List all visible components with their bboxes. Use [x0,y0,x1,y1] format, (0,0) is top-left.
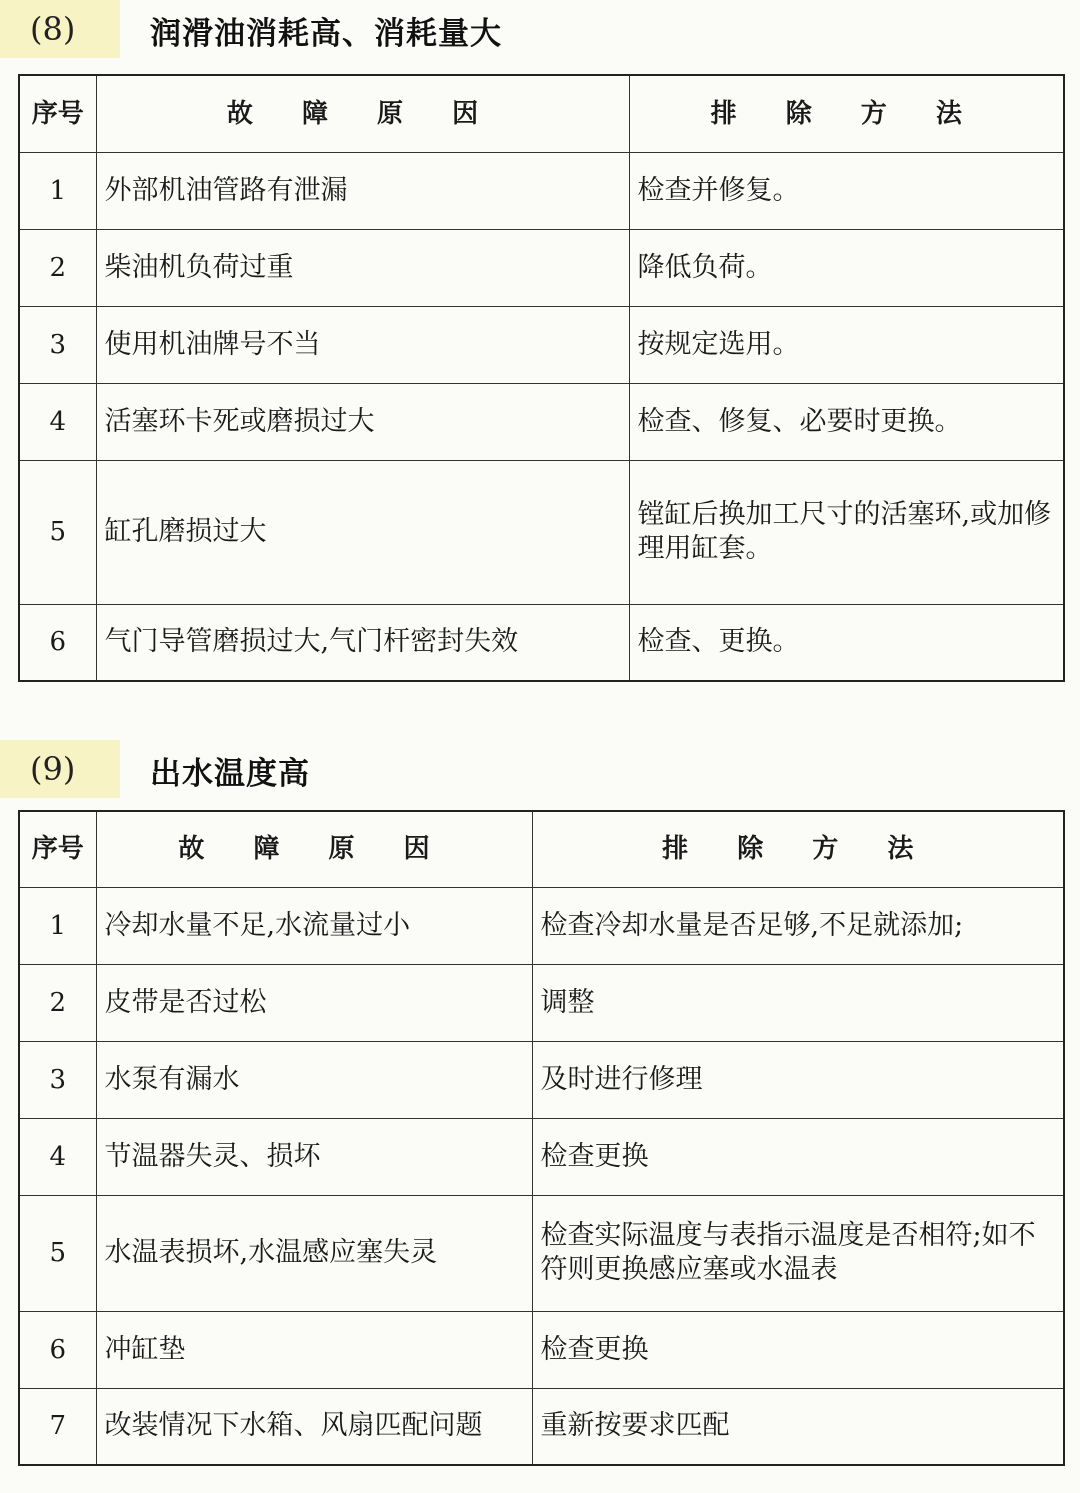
row-remedy: 检查冷却水量是否足够,不足就添加; [532,887,1064,964]
fault-table [18,74,1065,682]
row-index: 7 [19,1388,96,1465]
row-index: 6 [19,604,96,681]
section-heading [0,740,1080,802]
table-row [19,1195,1064,1311]
row-remedy: 降低负荷。 [629,229,1064,306]
row-remedy: 检查更换 [532,1311,1064,1388]
table-row [19,887,1064,964]
header-cause: 故 障 原 因 [96,811,532,887]
section-title: 润滑油消耗高、消耗量大 [150,16,502,52]
row-cause: 气门导管磨损过大,气门杆密封失效 [96,604,629,681]
row-remedy: 镗缸后换加工尺寸的活塞环,或加修理用缸套。 [629,460,1064,604]
table-row [19,964,1064,1041]
row-remedy: 按规定选用。 [629,306,1064,383]
fault-table [18,810,1065,1466]
table-row [19,229,1064,306]
table-row [19,306,1064,383]
row-index: 5 [19,1195,96,1311]
row-index: 6 [19,1311,96,1388]
row-cause: 改装情况下水箱、风扇匹配问题 [96,1388,532,1465]
row-index: 5 [19,460,96,604]
section-heading [0,0,1080,62]
header-cause: 故 障 原 因 [96,75,629,152]
table-row [19,1041,1064,1118]
row-index: 1 [19,152,96,229]
row-remedy: 检查、修复、必要时更换。 [629,383,1064,460]
row-index: 4 [19,383,96,460]
row-cause: 水泵有漏水 [96,1041,532,1118]
row-remedy: 检查更换 [532,1118,1064,1195]
section-outlet-water-temperature [0,740,1080,1442]
row-remedy: 调整 [532,964,1064,1041]
section-number: (8) [0,0,120,58]
row-cause: 冲缸垫 [96,1311,532,1388]
row-cause: 活塞环卡死或磨损过大 [96,383,629,460]
row-cause: 外部机油管路有泄漏 [96,152,629,229]
section-title: 出水温度高 [150,756,310,792]
row-index: 1 [19,887,96,964]
table-row [19,152,1064,229]
section-number: (9) [0,740,120,798]
row-cause: 柴油机负荷过重 [96,229,629,306]
row-index: 3 [19,1041,96,1118]
table-row [19,604,1064,681]
row-remedy: 及时进行修理 [532,1041,1064,1118]
table-header-row [19,811,1064,887]
row-cause: 节温器失灵、损坏 [96,1118,532,1195]
header-index: 序号 [19,75,96,152]
row-cause: 冷却水量不足,水流量过小 [96,887,532,964]
header-remedy: 排 除 方 法 [532,811,1064,887]
row-cause: 水温表损坏,水温感应塞失灵 [96,1195,532,1311]
section-lubricant-consumption [0,0,1080,658]
table-row [19,383,1064,460]
row-index: 4 [19,1118,96,1195]
row-index: 3 [19,306,96,383]
row-index: 2 [19,964,96,1041]
table-row [19,460,1064,604]
row-remedy: 检查实际温度与表指示温度是否相符;如不符则更换感应塞或水温表 [532,1195,1064,1311]
table-row [19,1388,1064,1465]
row-index: 2 [19,229,96,306]
row-remedy: 重新按要求匹配 [532,1388,1064,1465]
row-cause: 使用机油牌号不当 [96,306,629,383]
table-row [19,1311,1064,1388]
header-remedy: 排 除 方 法 [629,75,1064,152]
row-cause: 缸孔磨损过大 [96,460,629,604]
table-row [19,1118,1064,1195]
row-cause: 皮带是否过松 [96,964,532,1041]
row-remedy: 检查、更换。 [629,604,1064,681]
row-remedy: 检查并修复。 [629,152,1064,229]
table-header-row [19,75,1064,152]
header-index: 序号 [19,811,96,887]
